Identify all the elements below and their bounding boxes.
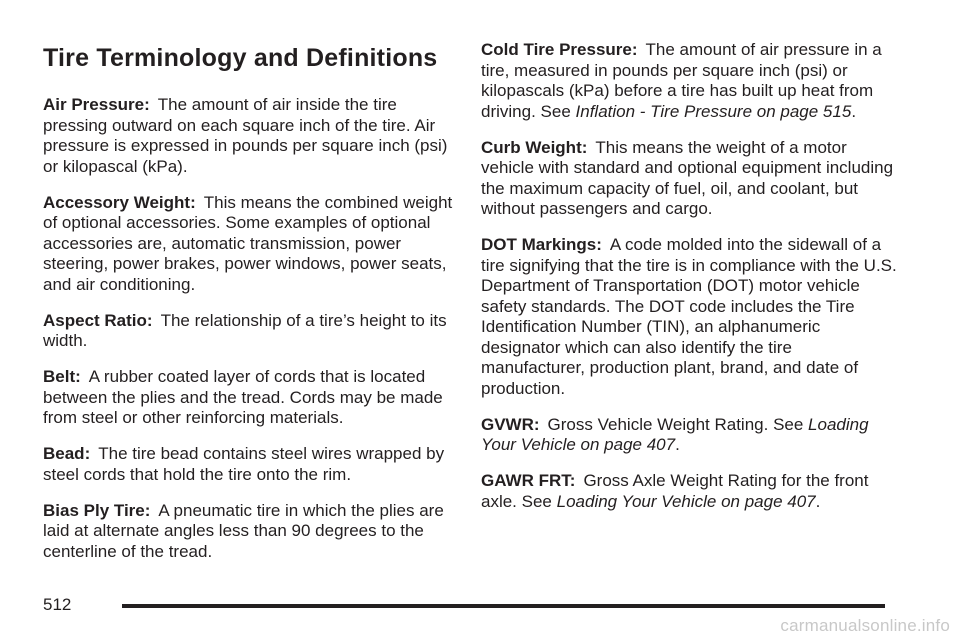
page-reference-link[interactable]: Loading Your Vehicle on page 407	[556, 491, 816, 511]
definition-term: Accessory Weight:	[43, 192, 196, 212]
definition-term: Cold Tire Pressure:	[481, 40, 638, 59]
definition-term: Bias Ply Tire:	[43, 500, 151, 520]
definition-entry	[481, 415, 899, 456]
definition-text: Gross Axle Weight Rating for the front axle. See	[481, 471, 869, 511]
definition-text: The tire bead contains steel wires wrapped by steel cords that hold the tire onto the rim.	[43, 444, 445, 484]
page-number: 512	[43, 595, 72, 614]
definition-text: The amount of air inside the tire pressing outward on each square inch of the tire. Air pressure is expressed in pounds per square inch (psi) or kilopascal (kPa).	[43, 95, 448, 176]
footer-rule	[122, 604, 885, 608]
definition-entry	[481, 471, 899, 512]
definition-term: Bead:	[43, 444, 91, 463]
page-reference-link[interactable]: Loading Your Vehicle on page 407	[481, 414, 869, 454]
definition-entry	[43, 95, 453, 177]
definition-text: A pneumatic tire in which the plies are laid at alternate angles less than 90 degrees to the centerline of the tread.	[43, 500, 444, 561]
definition-entry	[481, 40, 899, 122]
definition-term: Curb Weight:	[481, 137, 588, 157]
definition-term: GVWR:	[481, 414, 540, 434]
definition-entry	[43, 501, 453, 563]
right-column	[481, 40, 899, 528]
page-reference-link[interactable]: Inflation - Tire Pressure on page 515	[575, 101, 852, 121]
definition-text: The amount of air pressure in a tire, measured in pounds per square inch (psi) or kilopascals (kPa) before a tire has built up heat from driving. See	[481, 40, 882, 121]
definition-entry	[481, 138, 899, 220]
definition-entry	[43, 444, 453, 485]
definition-term: GAWR FRT:	[481, 471, 576, 490]
definition-term: Aspect Ratio:	[43, 310, 153, 330]
definition-text: This means the weight of a motor vehicle with standard and optional equipment including the maximum capacity of fuel, oil, and coolant, but without passengers and cargo.	[481, 137, 894, 218]
definition-entry	[43, 193, 453, 296]
definition-text: This means the combined weight of optional accessories. Some examples of optional accessories are, automatic transmission, power steering, power brakes, power windows, power seats, and air conditioning.	[43, 192, 453, 294]
definition-entry	[43, 367, 453, 429]
definition-text: A rubber coated layer of cords that is located between the plies and the tread. Cords may be made from steel or other reinforcing materials.	[43, 367, 443, 427]
page-footer	[43, 594, 885, 616]
definition-term: DOT Markings:	[481, 235, 602, 254]
definition-end: .	[815, 491, 821, 511]
left-column	[43, 40, 453, 578]
definition-end: .	[851, 101, 857, 121]
page-title: Tire Terminology and Definitions	[43, 44, 438, 72]
definition-text: The relationship of a tire’s height to its width.	[43, 310, 447, 350]
definition-text: Gross Vehicle Weight Rating. See	[547, 414, 804, 434]
definition-entry	[481, 235, 899, 399]
definition-term: Belt:	[43, 367, 81, 386]
watermark: carmanualsonline.info	[780, 616, 950, 635]
definition-entry	[43, 311, 453, 352]
definition-end: .	[675, 435, 680, 454]
definition-text: A code molded into the sidewall of a tire signifying that the tire is in compliance with the U.S. Department of Transportation (DOT) motor vehicle safety standards. The DOT code includes the Tire Identification Number (TIN), an alphanumeric designator which can also identify the tire manufacturer, production plant, brand, and date of production.	[481, 235, 897, 398]
definition-term: Air Pressure:	[43, 95, 150, 114]
